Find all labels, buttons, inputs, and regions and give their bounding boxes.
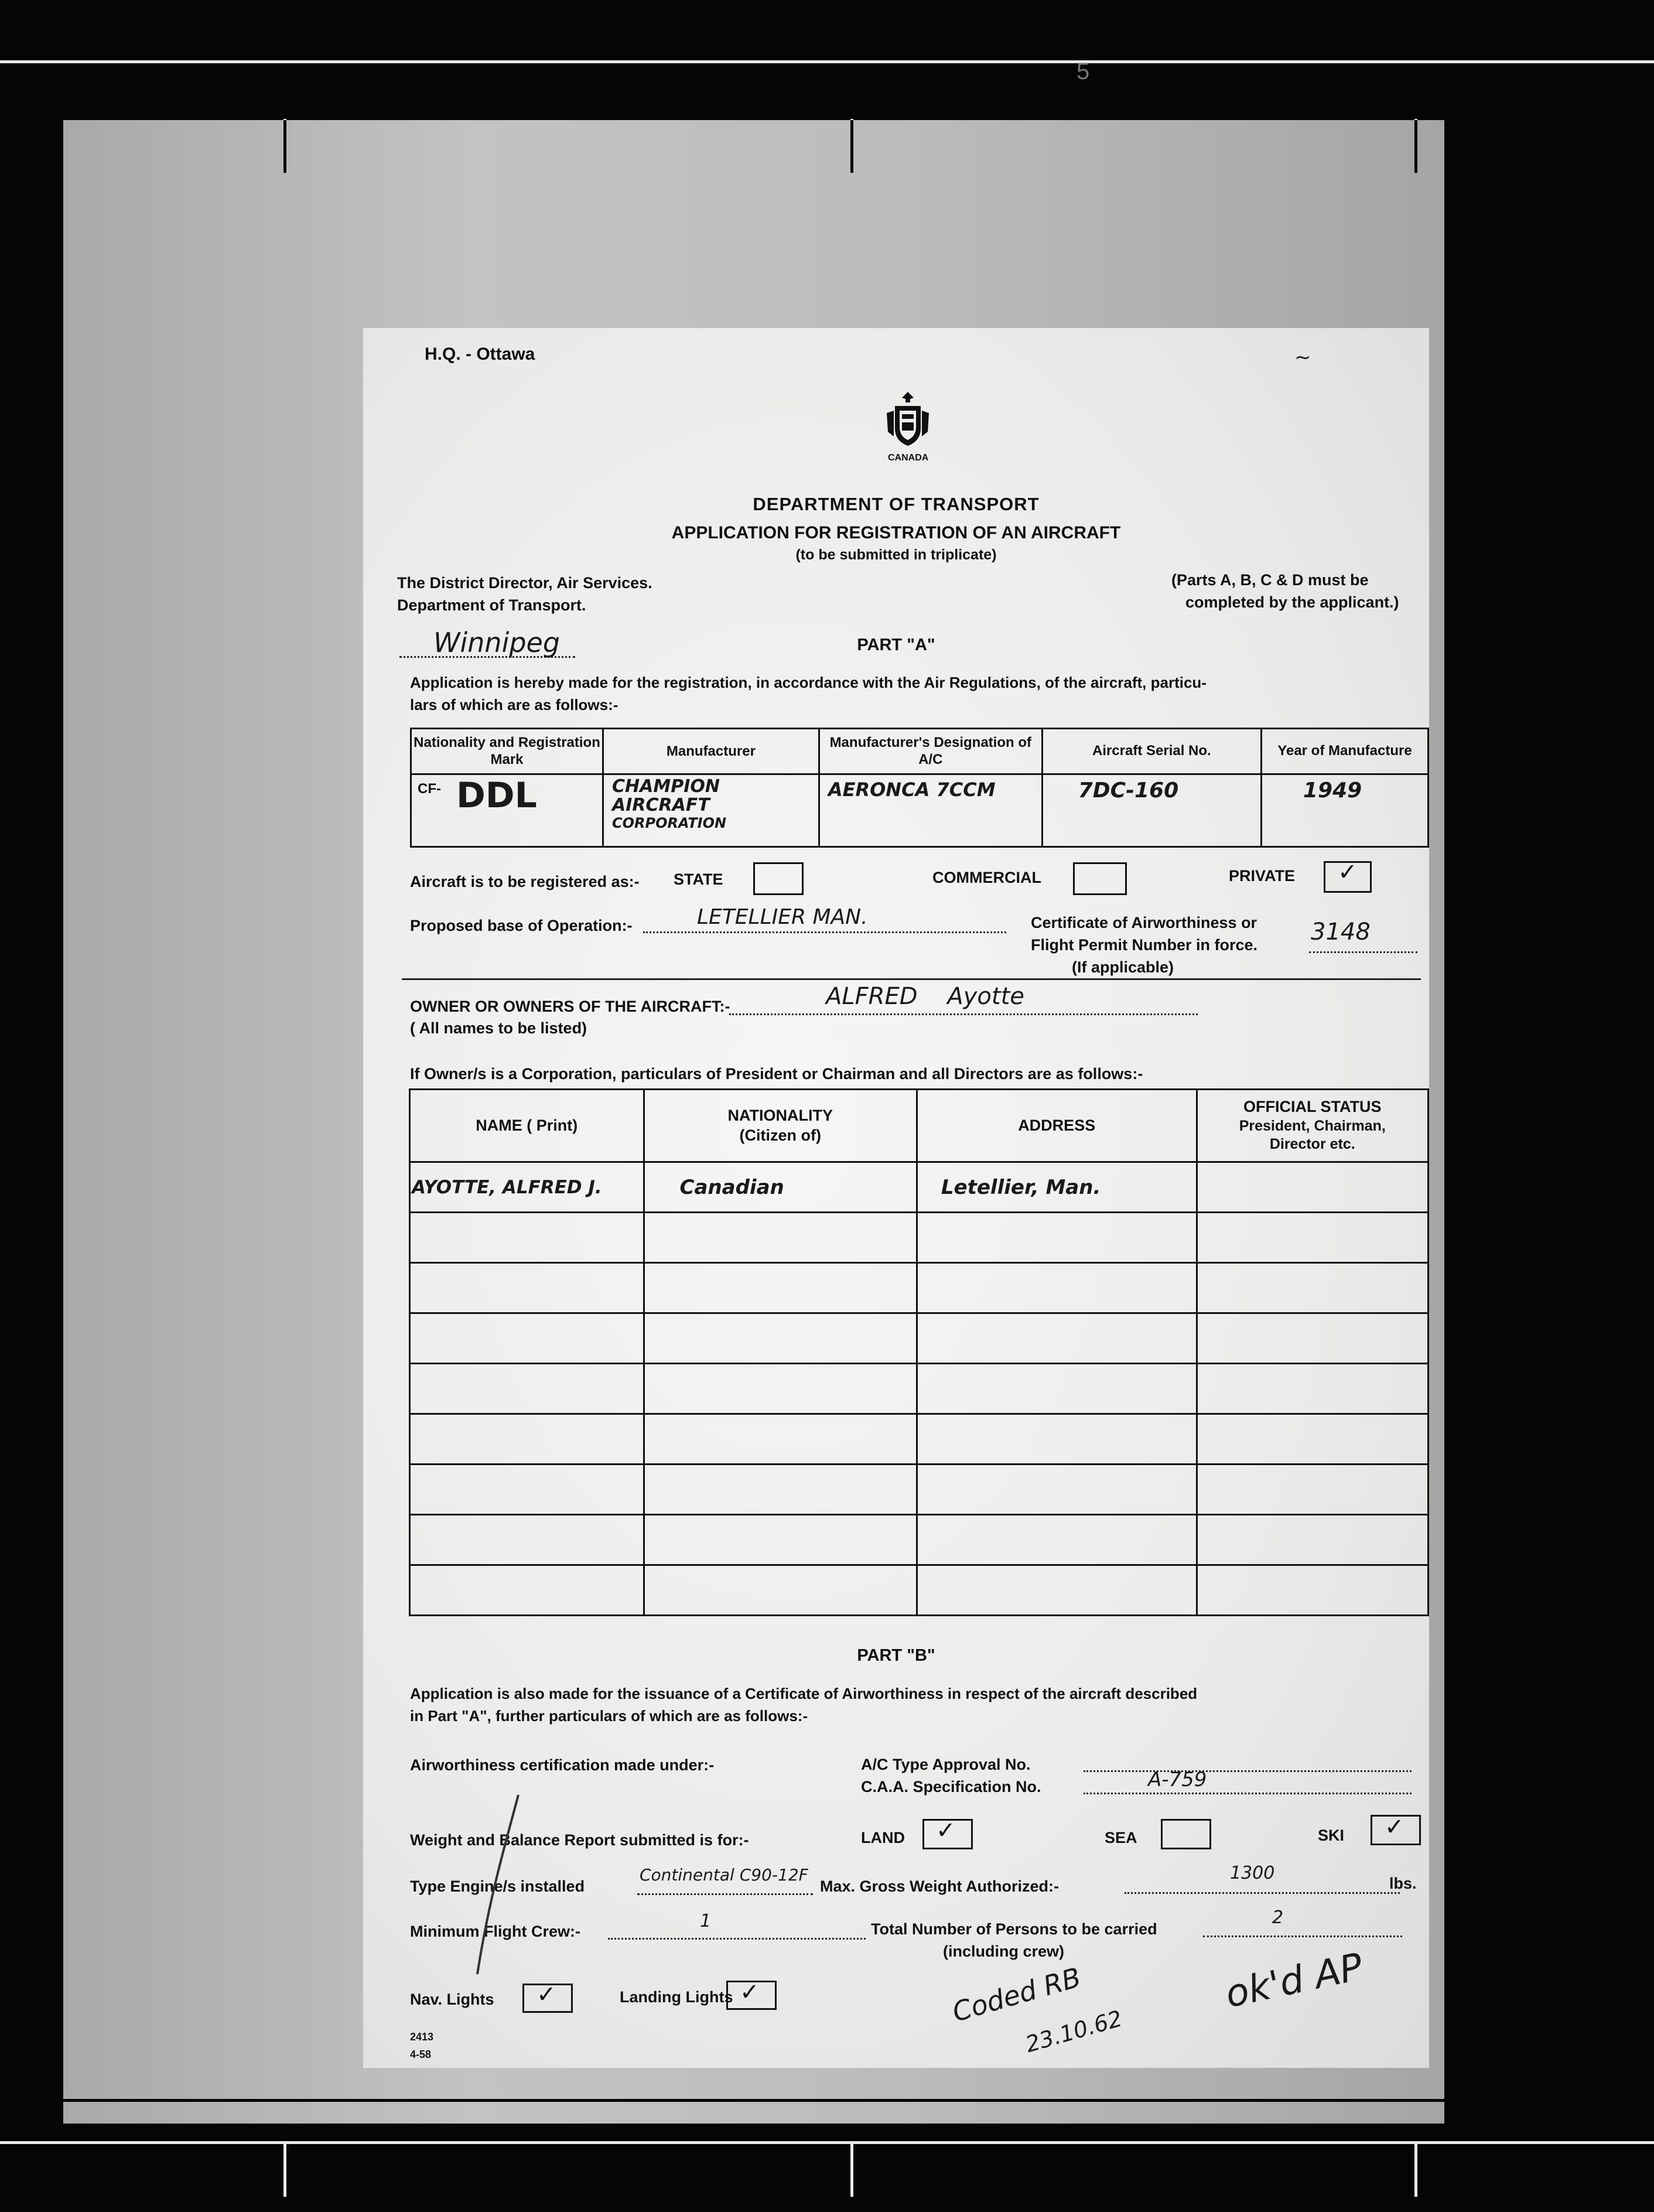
form-title: APPLICATION FOR REGISTRATION OF AN AIRCRAFT	[671, 523, 1121, 542]
manufacturer-line: CHAMPION	[612, 776, 720, 797]
lbs-label: lbs.	[1389, 1875, 1417, 1892]
col-header-name	[410, 1090, 644, 1162]
col-header-nationality-citizen	[644, 1090, 917, 1162]
commercial-checkbox[interactable]	[1073, 862, 1127, 895]
owners-header-name: NAME ( Print)	[476, 1117, 578, 1134]
airworthiness-label: Airworthiness certification made under:-	[410, 1756, 715, 1774]
card-divider	[850, 120, 853, 173]
crew-value: 1	[700, 1911, 712, 1931]
persons-label: Total Number of Persons to be carried	[871, 1920, 1157, 1938]
part-b-intro-2: in Part "A", further particulars of which are as follows:-	[410, 1707, 808, 1725]
ski-checkmark: ✓	[1385, 1814, 1404, 1841]
parts-note-line-1: (Parts A, B, C & D must be	[1171, 571, 1369, 589]
addressee-line-1: The District Director, Air Services.	[397, 574, 652, 592]
engine-label: Type Engine/s installed	[410, 1878, 585, 1895]
corner-scribble: ~	[1294, 346, 1311, 369]
owner-nationality: Canadian	[679, 1175, 784, 1199]
type-approval-label: A/C Type Approval No.	[861, 1756, 1031, 1773]
year-cell	[1261, 774, 1428, 847]
manufacturer-line: AIRCRAFT	[612, 795, 710, 815]
part-a-heading: PART "A"	[857, 636, 935, 654]
cert-label-2: Flight Permit Number in force.	[1031, 936, 1258, 954]
owner-line	[729, 1013, 1198, 1015]
aircraft-table	[410, 728, 1429, 848]
table-row	[410, 1414, 1429, 1465]
crew-line	[608, 1938, 866, 1940]
owners-header-status-examples: Director etc.	[1269, 1136, 1355, 1153]
cert-value: 3148	[1311, 919, 1371, 945]
serial-value: 7DC-160	[1078, 779, 1179, 803]
manufacturer-line: CORPORATION	[612, 815, 727, 831]
cert-label-3: (If applicable)	[1072, 958, 1174, 976]
max-weight-line	[1125, 1892, 1400, 1894]
sea-checkbox[interactable]	[1161, 1819, 1211, 1849]
engine-value: Continental C90-12F	[640, 1865, 808, 1885]
owner-address: Letellier, Man.	[941, 1175, 1101, 1199]
table-row	[410, 1162, 1429, 1213]
col-header-status	[1197, 1090, 1428, 1162]
owners-table	[409, 1088, 1429, 1616]
canada-crest-icon	[883, 390, 932, 450]
film-top-rule	[0, 60, 1654, 63]
including-crew-label: (including crew)	[943, 1943, 1065, 1960]
cert-line	[1309, 951, 1417, 953]
private-label: PRIVATE	[1229, 867, 1296, 885]
table-row	[410, 1313, 1429, 1364]
owner-label: OWNER OR OWNERS OF THE AIRCRAFT:-	[410, 998, 730, 1015]
caa-spec-line	[1084, 1793, 1412, 1794]
table-row	[410, 1213, 1429, 1263]
max-weight-value: 1300	[1230, 1863, 1275, 1883]
form-number: 2413	[410, 2031, 434, 2043]
nationality-prefix: CF-	[418, 781, 441, 797]
owners-header-status-examples: President, Chairman,	[1239, 1118, 1386, 1135]
owner-note: ( All names to be listed)	[410, 1019, 587, 1037]
landing-lights-label: Landing Lights	[620, 1988, 733, 2006]
serial-cell	[1042, 774, 1261, 847]
caa-spec-value: A-759	[1148, 1768, 1207, 1791]
owner-name: AYOTTE, ALFRED J.	[412, 1176, 602, 1198]
film-tick	[850, 2141, 853, 2197]
card-divider	[1414, 120, 1417, 173]
film-tick	[1414, 2141, 1417, 2197]
table-row	[410, 1515, 1429, 1565]
owner-status-cell	[1197, 1162, 1428, 1213]
designation-value: AERONCA 7CCM	[828, 779, 996, 801]
state-checkbox[interactable]	[753, 862, 804, 895]
addressee-line-2: Department of Transport.	[397, 596, 586, 614]
col-header-address	[917, 1090, 1197, 1162]
part-b-intro-1: Application is also made for the issuance of a Certificate of Airworthiness in respect of the aircraft described	[410, 1685, 1198, 1702]
bleed-through-text	[527, 726, 1347, 727]
card-divider	[63, 2099, 1444, 2102]
crew-label: Minimum Flight Crew:-	[410, 1923, 580, 1940]
persons-line	[1203, 1936, 1402, 1937]
department-title: DEPARTMENT OF TRANSPORT	[753, 494, 1040, 514]
page-mark: 5	[1077, 59, 1090, 84]
card-divider	[283, 120, 286, 173]
owner-address-cell	[917, 1162, 1197, 1213]
film-bottom-rule	[0, 2141, 1654, 2144]
form-subtitle: (to be submitted in triplicate)	[795, 547, 997, 563]
land-checkmark: ✓	[936, 1817, 956, 1844]
manufacturer-cell	[603, 774, 819, 847]
registration-mark: DDL	[456, 775, 537, 816]
max-weight-label: Max. Gross Weight Authorized:-	[820, 1878, 1060, 1895]
section-rule	[402, 978, 1421, 980]
office-label: H.Q. - Ottawa	[425, 344, 535, 364]
film-tick	[283, 2141, 286, 2197]
table-row	[410, 1465, 1429, 1515]
crest-label: CANADA	[888, 453, 929, 463]
table-row	[410, 1263, 1429, 1313]
state-label: STATE	[674, 871, 723, 888]
owners-header-status: OFFICIAL STATUS	[1243, 1098, 1382, 1116]
col-header-designation: Manufacturer's Designation of A/C	[819, 729, 1042, 774]
cert-label-1: Certificate of Airworthiness or	[1031, 914, 1257, 931]
registration-cell	[411, 774, 603, 847]
commercial-label: COMMERCIAL	[932, 869, 1041, 886]
owners-header-nationality: NATIONALITY	[727, 1106, 833, 1124]
table-row	[410, 1565, 1429, 1616]
coded-date: 23.10.62	[1023, 2005, 1125, 2058]
landing-lights-checkmark: ✓	[740, 1979, 760, 2006]
land-label: LAND	[861, 1829, 905, 1846]
owner-name-cell	[410, 1162, 644, 1213]
coded-note: Coded RB	[949, 1961, 1085, 2028]
part-b-heading: PART "B"	[857, 1646, 935, 1665]
form-date: 4-58	[410, 2049, 432, 2060]
type-approval-line	[1084, 1770, 1412, 1772]
base-label: Proposed base of Operation:-	[410, 917, 633, 934]
persons-value: 2	[1272, 1907, 1284, 1928]
part-a-intro-1: Application is hereby made for the registration, in accordance with the Air Regulations, of the aircraft, particu-	[410, 674, 1207, 691]
weight-label: Weight and Balance Report submitted is for:-	[410, 1831, 749, 1849]
private-checkmark: ✓	[1338, 859, 1358, 886]
part-a-intro-2: lars of which are as follows:-	[410, 696, 618, 714]
ski-label: SKI	[1318, 1827, 1345, 1844]
registered-as-label: Aircraft is to be registered as:-	[410, 873, 640, 890]
base-line	[643, 931, 1006, 933]
owner-value: ALFRED Ayotte	[826, 983, 1024, 1010]
caa-spec-label: C.A.A. Specification No.	[861, 1778, 1041, 1795]
base-value: LETELLIER MAN.	[697, 905, 868, 929]
col-header-nationality: Nationality and Registration Mark	[411, 729, 603, 774]
owner-nationality-cell	[644, 1162, 917, 1213]
owners-header-citizen: (Citizen of)	[739, 1126, 821, 1144]
corporation-intro: If Owner/s is a Corporation, particulars of President or Chairman and all Directors are as follows:-	[410, 1065, 1143, 1083]
year-value: 1949	[1303, 779, 1362, 803]
district-value: Winnipeg	[433, 627, 561, 658]
engine-line	[637, 1893, 813, 1895]
designation-cell	[819, 774, 1042, 847]
parts-note-line-2: completed by the applicant.)	[1185, 593, 1399, 611]
sea-label: SEA	[1105, 1829, 1137, 1846]
col-header-year: Year of Manufacture	[1261, 729, 1428, 774]
col-header-serial: Aircraft Serial No.	[1042, 729, 1261, 774]
nav-lights-label: Nav. Lights	[410, 1991, 494, 2008]
owners-header-address: ADDRESS	[1018, 1117, 1096, 1134]
initials-note: ok'd AP	[1222, 1945, 1367, 2017]
table-row	[410, 1364, 1429, 1414]
nav-lights-checkmark: ✓	[536, 1981, 556, 2008]
col-header-manufacturer: Manufacturer	[603, 729, 819, 774]
pen-stroke	[466, 1793, 536, 1980]
application-form	[363, 328, 1429, 2068]
